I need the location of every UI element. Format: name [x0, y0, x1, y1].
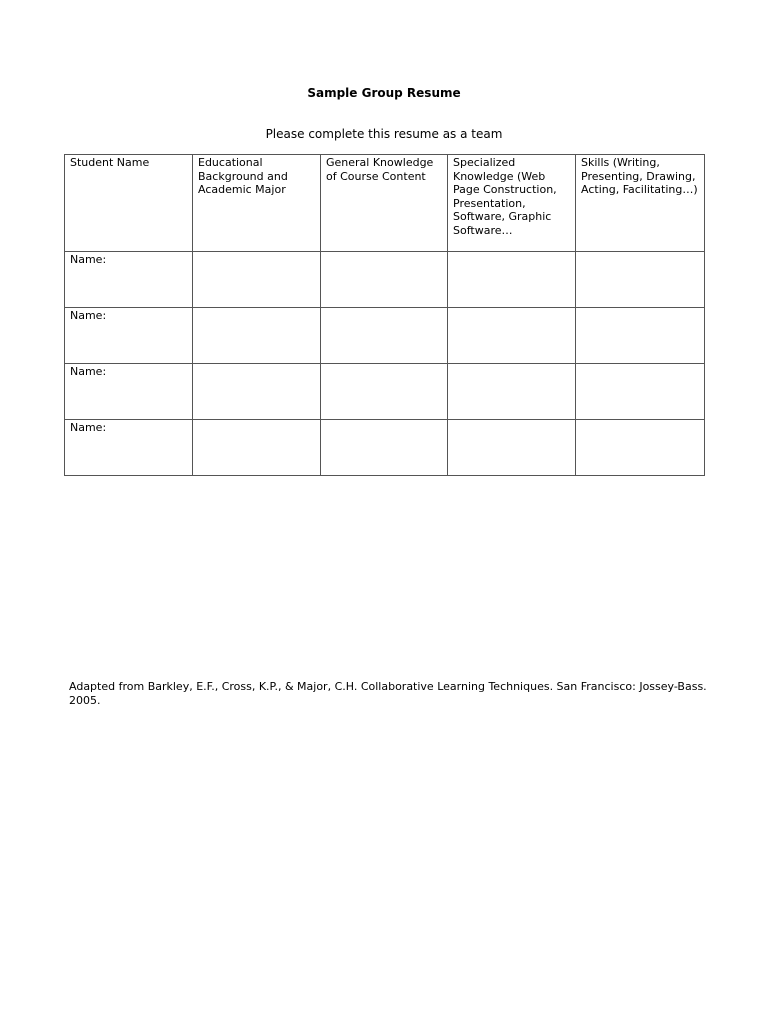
table-row — [65, 308, 705, 364]
header-cell-student-name: Student Name — [65, 155, 193, 252]
table-row — [65, 252, 705, 308]
name-cell: Name: — [65, 420, 193, 476]
name-cell: Name: — [65, 252, 193, 308]
table-cell — [193, 420, 321, 476]
table-cell — [321, 252, 448, 308]
citation-text: Adapted from Barkley, E.F., Cross, K.P., & Major, C.H. Collaborative Learning Techniques. San Francisco: Jossey-Bass. 2005. — [69, 680, 707, 707]
table-row — [65, 364, 705, 420]
table-cell — [193, 308, 321, 364]
table-cell — [321, 420, 448, 476]
resume-table — [64, 154, 705, 476]
table-cell — [576, 252, 705, 308]
table-cell — [448, 308, 576, 364]
table-cell — [448, 420, 576, 476]
name-cell: Name: — [65, 364, 193, 420]
name-cell: Name: — [65, 308, 193, 364]
table-cell — [576, 420, 705, 476]
header-cell-skills: Skills (Writing, Presenting, Drawing, Acting, Facilitating…) — [576, 155, 705, 252]
header-cell-educational-background: Educational Background and Academic Major — [193, 155, 321, 252]
table-cell — [193, 252, 321, 308]
page-subtitle: Please complete this resume as a team — [265, 127, 503, 141]
table-row — [65, 420, 705, 476]
page-title: Sample Group Resume — [307, 86, 461, 100]
table-cell — [321, 308, 448, 364]
table-cell — [321, 364, 448, 420]
table-cell — [448, 364, 576, 420]
table-header-row — [65, 155, 705, 252]
table-cell — [193, 364, 321, 420]
table-cell — [448, 252, 576, 308]
header-cell-general-knowledge: General Knowledge of Course Content — [321, 155, 448, 252]
header-cell-specialized-knowledge: Specialized Knowledge (Web Page Construction, Presentation, Software, Graphic Software… — [448, 155, 576, 252]
table-cell — [576, 364, 705, 420]
table-cell — [576, 308, 705, 364]
